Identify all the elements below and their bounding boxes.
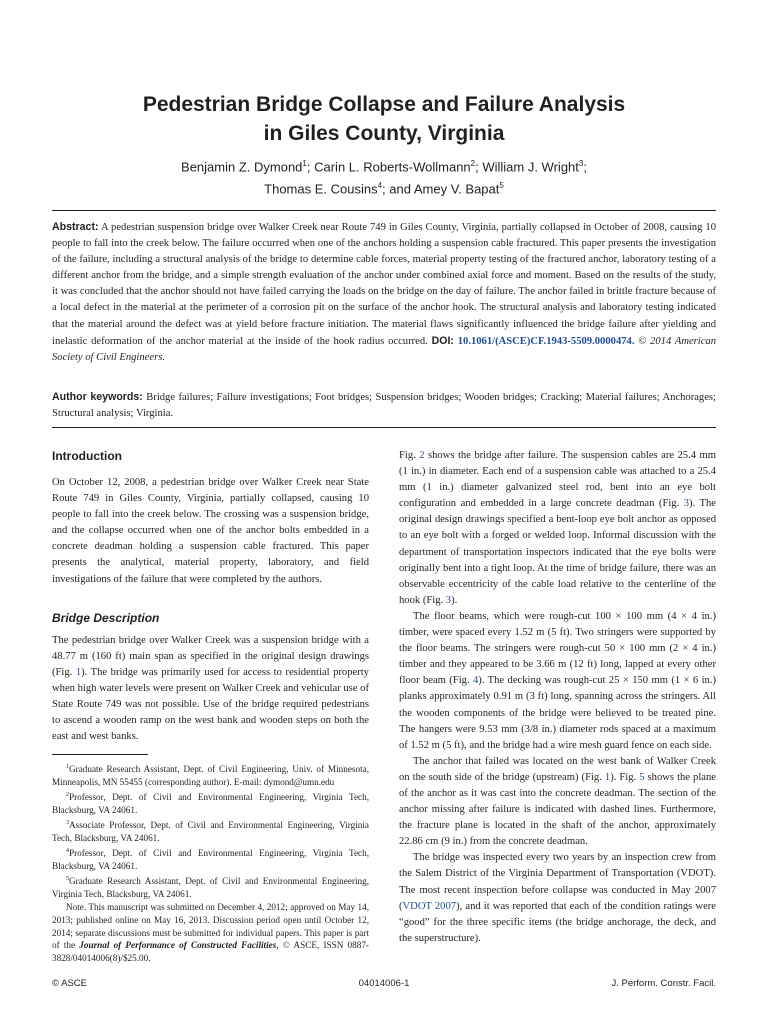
footnote-text: Professor, Dept. of Civil and Environmental Engineering, Virginia Tech, Blacksburg, VA 24061. [52, 792, 369, 816]
abstract [52, 219, 716, 366]
doi-label: DOI: [431, 334, 454, 347]
author-separator: ; [583, 159, 587, 175]
footnote-text: Graduate Research Assistant, Dept. of Civil and Environmental Engineering, Virginia Tech, Blacksburg, VA 24061. [52, 875, 369, 899]
reference-link-vdot-2007[interactable]: VDOT 2007 [402, 900, 457, 912]
footnote [52, 817, 369, 845]
author-separator: ; and [382, 181, 414, 197]
figure-3-link[interactable]: 3 [445, 594, 452, 606]
body-paragraph [399, 609, 716, 754]
footnote [52, 845, 369, 873]
footer-journal: J. Perform. Constr. Facil. [611, 978, 716, 989]
author-separator: ; [475, 159, 483, 175]
abstract-top-rule [52, 210, 716, 211]
footnote-text: Graduate Research Assistant, Dept. of Civil Engineering, Univ. of Minnesota, Minneapolis, MN 55455 (corresponding author). E-mail: dymond@umn.edu [52, 764, 369, 788]
right-column [399, 448, 716, 947]
paragraph-text: The floor beams, which were rough-cut 100 × 100 mm (4 × 4 in.) timber, were spaced every 1.52 m (5 ft). Two stringers were supported by the floor beams. The stringers were rough-cut 50 × 100 mm (2 × 4 in.) timber and they appeared to be 3.66 m (12 ft) long, lapped at every other floor beam (Fig. [399, 610, 716, 687]
author-mark: 5 [499, 181, 504, 191]
paragraph-text: Fig. [399, 450, 420, 461]
footnote-rule [52, 754, 148, 755]
title-line-1: Pedestrian Bridge Collapse and Failure Analysis [142, 93, 626, 116]
paragraph-text: ). Fig. [610, 771, 640, 783]
author-line-1 [0, 154, 768, 176]
paper-title [0, 90, 768, 148]
footnote [52, 761, 369, 789]
body-paragraph [399, 448, 716, 609]
author-mark: 3 [578, 159, 584, 168]
footnote-text: Associate Professor, Dept. of Civil and Environmental Engineering, Virginia Tech, Blacksburg, VA 24061. [52, 820, 369, 844]
figure-4-link[interactable]: 4 [473, 675, 479, 687]
footnote-mark: 4 [66, 847, 69, 854]
abstract-bottom-rule [52, 427, 716, 428]
body-paragraph [399, 850, 716, 947]
body-paragraph [399, 754, 716, 851]
author-name: Benjamin Z. Dymond [181, 159, 303, 175]
abstract-text: A pedestrian suspension bridge over Walker Creek near Route 749 in Giles County, Virginia, partially collapsed in October of 2008, causing 10 people to fall into the creek below. The failure occurred when one of the anchors holding a suspension cable fractured. This paper presents the investigation of the failure, including a structural analysis of the bridge to determine cable forces, material property testing of the fractured anchor, laboratory testing of a different anchor from the bridge, and a simple strength evaluation of the anchor under combined axial force and moment. Based on the results of the study, it was concluded that the anchor should not have failed carrying the loads on the bridge on the day of failure. The anchor failed in brittle fracture because of a local defect in the material at the perimeter of a corrosion pit on the surface of the anchor hook. The structural analysis and laboratory testing indicated that the material around the defect was at yield before fracture initiation. The material flaws significantly influenced the bridge failure after yielding and inelastic deformation of the anchor material at the inside of the hook radius occurred. [52, 222, 716, 347]
figure-1-link[interactable]: 1 [604, 771, 611, 783]
title-line-2: in Giles County, Virginia [263, 122, 505, 145]
figure-2-link[interactable]: 2 [419, 450, 425, 461]
footnote [52, 789, 369, 817]
page-footer [52, 977, 716, 991]
abstract-label: Abstract: [52, 221, 99, 233]
paragraph-text: shows the plane of the anchor as it was cast into the concrete deadman. The section of the anchor missing after failure is indicated with dashed lines. Furthermore, the fracture plane is located in the shaft of the anchor, approximately 22.86 cm (9 in.) from the concrete deadman. [399, 771, 716, 848]
paragraph-text: The bridge was inspected every two years by an inspection crew from the Salem District of the Virginia Department of Transportation (VDOT). The most recent inspection before collapse was conducted in May 2007 ( [399, 852, 716, 912]
figure-1-link[interactable]: 1 [75, 666, 82, 678]
paragraph-text: ). The original design drawings specified a bent-loop eye bolt anchor as opposed to an eye bolt with a forged or welded loop. Informal discussion with the department of transportation inspectors indicated that the eye bolts were originally bent into a tight loop. At the time of bridge failure, there was an observable eccentricity of the cable load relative to the centerline of the hook (Fig. [399, 498, 717, 606]
paragraph-text: ). The bridge was primarily used for access to residential property when high water levels were present on Walker Creek and vehicular use of State Route 749 was not possible. Use of the bridge required pedestrians to ascend a wooden ramp on the west bank and wooden steps on both the east and west banks. [52, 666, 369, 743]
author-mark: 4 [377, 181, 383, 191]
section-heading-bridge-description: Bridge Description [52, 610, 160, 625]
figure-5-link[interactable]: 5 [639, 771, 645, 783]
footnote-text: Professor, Dept. of Civil and Environmental Engineering, Virginia Tech, Blacksburg, VA 24061. [52, 848, 369, 871]
author-name: William J. Wright [482, 159, 579, 175]
footnote-mark: 3 [66, 820, 69, 827]
submission-note [52, 901, 369, 966]
author-name: Thomas E. Cousins [264, 181, 378, 197]
author-line-2 [0, 176, 768, 198]
author-mark: 1 [302, 159, 307, 168]
footer-publisher: © ASCE [52, 978, 87, 989]
paragraph-text: The anchor that failed was located on the west bank of Walker Creek on the south side of the bridge (upstream) (Fig. [399, 755, 716, 783]
author-name: Carin L. Roberts-Wollmann [314, 159, 471, 175]
copyright-notice: © 2014 American Society of Civil Engineers. [52, 335, 717, 363]
footnote [52, 873, 369, 901]
note-text: Note. This manuscript was submitted on December 4, 2012; approved on May 14, 2013; published online on May 16, 2013. Discussion period open until October 12, 2014; separate discussions must be submitted for individual papers. This paper is part of the [52, 901, 369, 951]
author-separator: ; [306, 159, 315, 175]
section-heading-introduction: Introduction [52, 449, 122, 463]
author-list [0, 154, 768, 199]
footnote-mark: 1 [66, 764, 69, 771]
author-mark: 2 [470, 159, 476, 168]
paragraph-text: ). The decking was rough-cut 25 × 150 mm (1 × 6 in.) planks approximately 0.91 m (3 ft) long, spanning across the stringers. All the wooden components of the bridge were believed to be treated pine. The hangers were 9.53 mm (3/8 in.) diameter rods spaced at a maximum of 1.52 m (5 ft), and the bridge had a wire mesh guard fence on each side. [399, 675, 716, 751]
paragraph-text: The pedestrian bridge over Walker Creek was a suspension bridge with a 48.77 m (160 ft) main span as specified in the original design drawings (Fig. [52, 634, 369, 678]
author-name: Amey V. Bapat [413, 181, 500, 197]
paragraph-text: ). [451, 594, 458, 606]
footnote-mark: 5 [66, 875, 69, 882]
figure-3-link[interactable]: 3 [683, 498, 690, 510]
bridge-description-paragraph [52, 633, 369, 746]
keywords-label: Author keywords: [52, 391, 143, 403]
footer-article-number: 04014006-1 [358, 978, 410, 989]
journal-name: Journal of Performance of Constructed Facilities [79, 940, 277, 951]
footnote-mark: 2 [66, 792, 69, 799]
paragraph-text: shows the bridge after failure. The suspension cables are 25.4 mm (1 in.) in diameter. Each end of a suspension cable was attached to a 25.4 mm (1 in.) diameter galvanized steel rod, bent into an eye bolt configuration and embedded in a large concrete deadman (Fig. [399, 450, 716, 510]
note-text: , © ASCE, ISSN 0887-3828/04014006(8)/$25.00. [52, 940, 369, 964]
paragraph-text: ), and it was reported that each of the condition ratings were “good” for the three specific items (the bridge anchorage, the deck, and the superstructure). [399, 900, 716, 944]
introduction-paragraph: On October 12, 2008, a pedestrian bridge over Walker Creek near State Route 749 in Giles County, Virginia, partially collapsed, causing 10 people to fall into the creek below. The crossing was a suspension bridge, and the collapse occurred when one of the anchor bolts embedded in a concrete deadman holding a suspension cable fractured. This paper presents the analytical, material property, laboratory, and field investigations of the failure that were completed by the authors. [52, 477, 369, 585]
doi-link[interactable]: 10.1061/(ASCE)CF.1943-5509.0000474. [457, 335, 635, 347]
keywords-text: Bridge failures; Failure investigations; Foot bridges; Suspension bridges; Wooden bridges; Cracking; Material failures; Anchorages; Structural analysis; Virginia. [52, 392, 716, 420]
left-column [52, 448, 369, 965]
author-keywords [52, 389, 716, 422]
